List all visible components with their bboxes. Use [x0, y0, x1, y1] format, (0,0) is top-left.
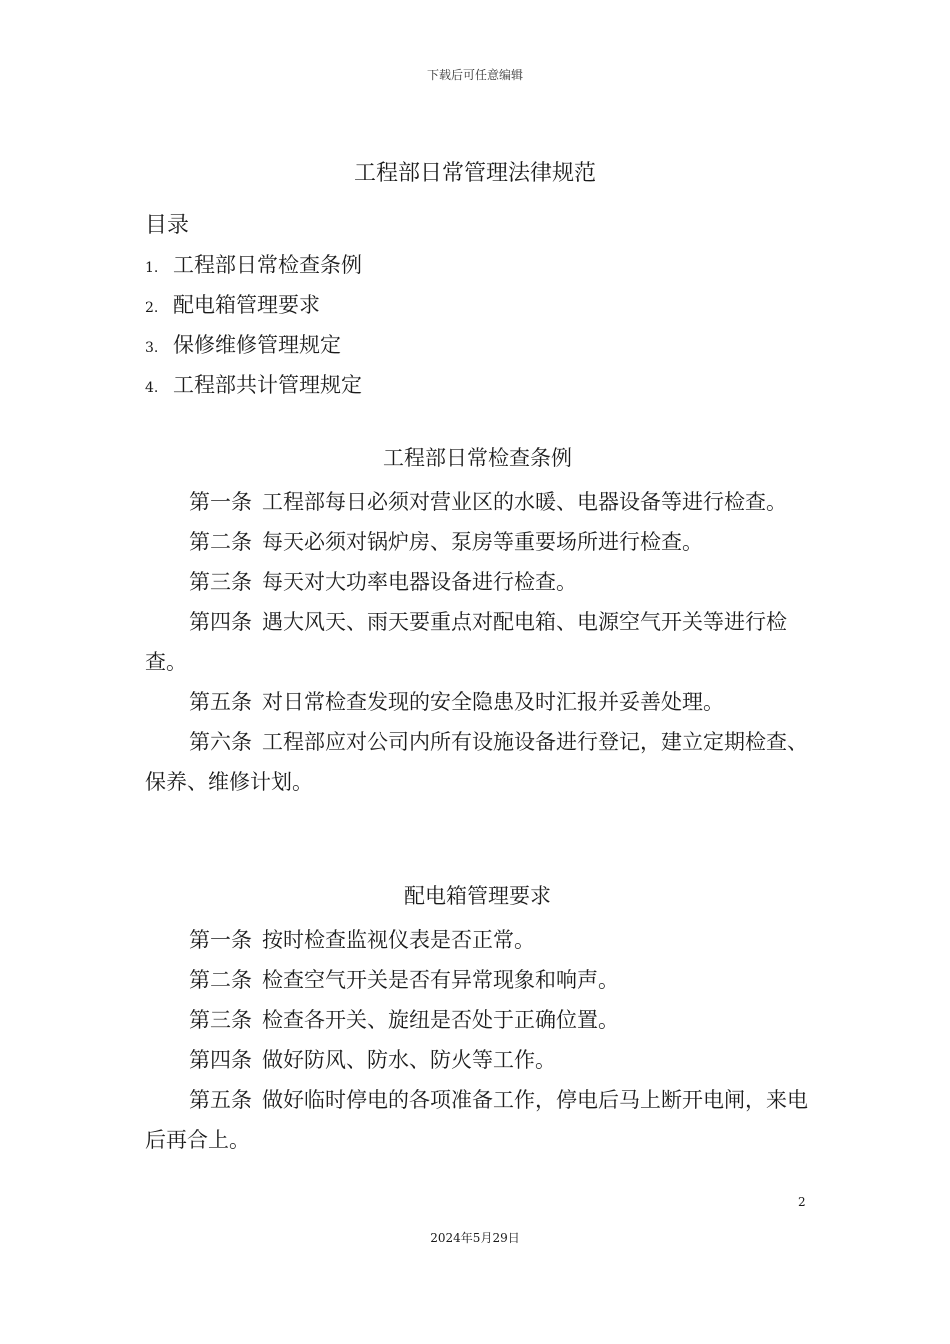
article-label: 第六条 [189, 730, 252, 754]
toc-item [145, 328, 362, 368]
page-footer-date: 2024年5月29日 [430, 1231, 520, 1245]
toc-item [145, 288, 362, 328]
article-label: 第二条 [189, 968, 252, 992]
article-text: 每天必须对锅炉房、泵房等重要场所进行检查。 [262, 530, 703, 554]
article-text: 检查各开关、旋纽是否处于正确位置。 [262, 1008, 619, 1032]
article [145, 1040, 810, 1080]
article-text: 检查空气开关是否有异常现象和响声。 [262, 968, 619, 992]
article-label: 第二条 [189, 530, 252, 554]
toc-item [145, 248, 362, 288]
article-label: 第三条 [189, 570, 252, 594]
toc-item-label: 配电箱管理要求 [173, 293, 320, 317]
article-label: 第三条 [189, 1008, 252, 1032]
toc-item-number: 2. [145, 300, 159, 316]
article-text: 做好临时停电的各项准备工作，停电后马上断开电闸，来电后再合上。 [145, 1088, 808, 1152]
article-text: 每天对大功率电器设备进行检查。 [262, 570, 577, 594]
article-text: 做好防风、防水、防火等工作。 [262, 1048, 556, 1072]
toc-item-number: 1. [145, 260, 159, 276]
article-text: 工程部应对公司内所有设施设备进行登记，建立定期检查、保养、维修计划。 [145, 730, 808, 794]
article [145, 1000, 810, 1040]
toc-item-label: 工程部共计管理规定 [173, 373, 362, 397]
article [145, 562, 810, 602]
toc-item-number: 4. [145, 380, 159, 396]
article [145, 522, 810, 562]
article [145, 1080, 810, 1160]
toc-heading: 目录 [145, 213, 190, 238]
page-number: 2 [798, 1195, 806, 1209]
toc-item-label: 保修维修管理规定 [173, 333, 341, 357]
article-label: 第五条 [189, 690, 252, 714]
toc-item-number: 3. [145, 340, 159, 356]
article-text: 工程部每日必须对营业区的水暖、电器设备等进行检查。 [262, 490, 787, 514]
article [145, 960, 810, 1000]
table-of-contents [145, 248, 362, 408]
article [145, 682, 810, 722]
article-text: 对日常检查发现的安全隐患及时汇报并妥善处理。 [262, 690, 724, 714]
section-distribution-box [145, 880, 810, 1160]
section-title: 配电箱管理要求 [404, 884, 551, 908]
article-label: 第一条 [189, 928, 252, 952]
article-label: 第一条 [189, 490, 252, 514]
document-title: 工程部日常管理法律规范 [353, 161, 596, 186]
article-label: 第四条 [189, 1048, 252, 1072]
article [145, 920, 810, 960]
toc-item [145, 368, 362, 408]
article [145, 602, 810, 682]
article-label: 第五条 [189, 1088, 252, 1112]
article [145, 722, 810, 802]
article-text: 遇大风天、雨天要重点对配电箱、电源空气开关等进行检查。 [145, 610, 787, 674]
article [145, 482, 810, 522]
toc-item-label: 工程部日常检查条例 [173, 253, 362, 277]
section-title: 工程部日常检查条例 [383, 446, 572, 470]
article-text: 按时检查监视仪表是否正常。 [262, 928, 535, 952]
section-daily-inspection [145, 442, 810, 802]
page-header: 下载后可任意编辑 [426, 68, 523, 82]
article-label: 第四条 [189, 610, 252, 634]
